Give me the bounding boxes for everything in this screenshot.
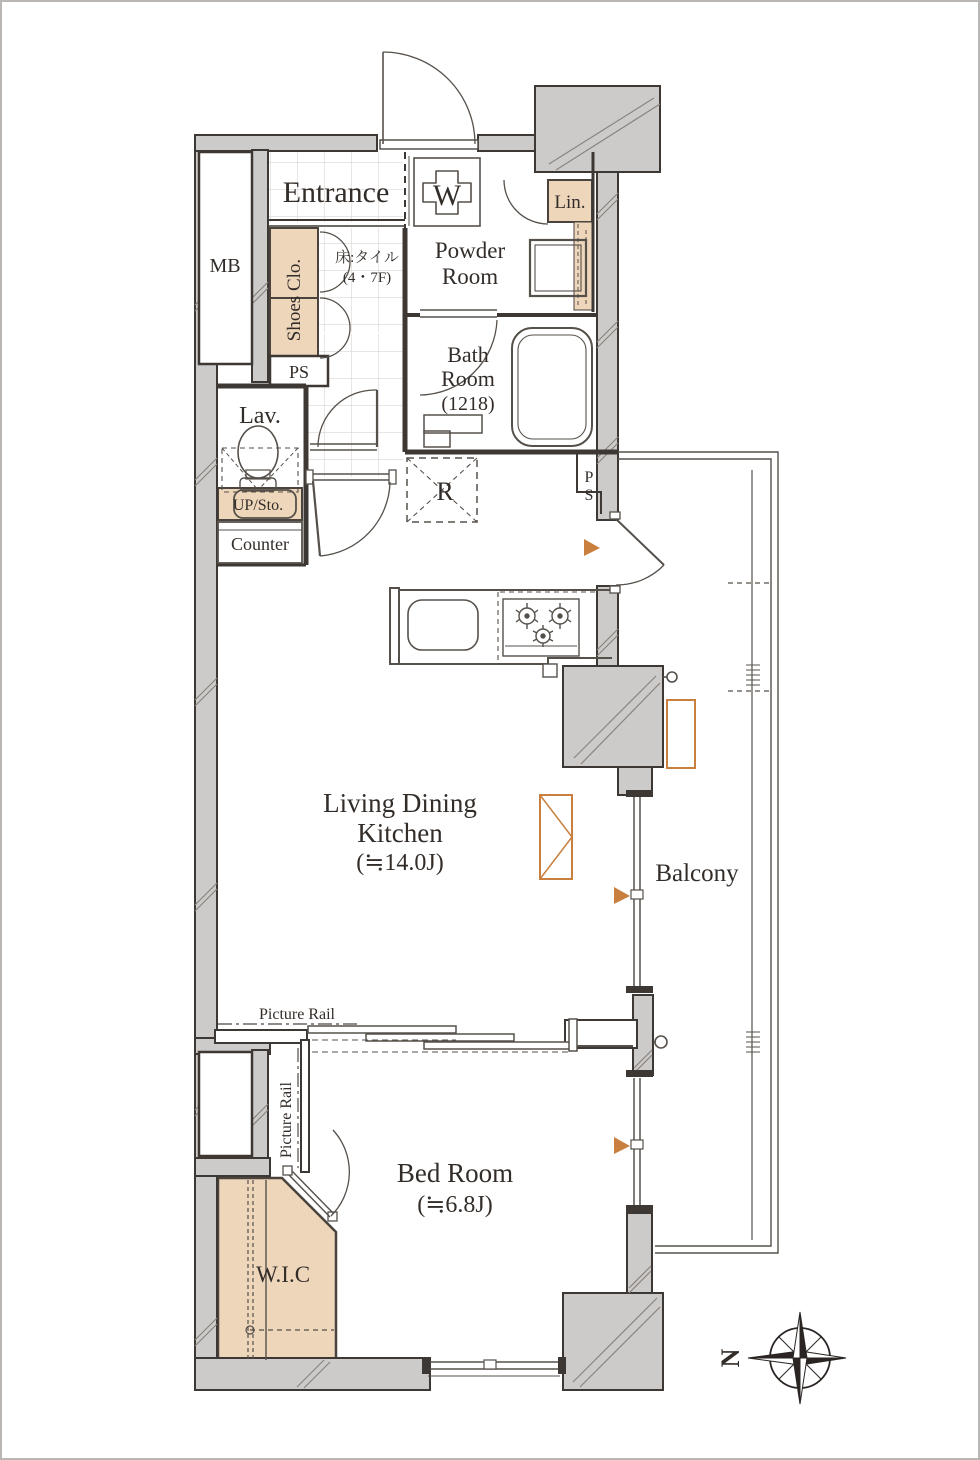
- label-entrance: Entrance: [282, 176, 390, 209]
- label-bath-3: (1218): [441, 393, 495, 415]
- page-border: [1, 1, 979, 1459]
- wall-mb-top-right: [252, 150, 268, 382]
- label-washer: W: [432, 179, 462, 212]
- label-balcony: Balcony: [655, 860, 739, 887]
- wall-top-right: [478, 135, 535, 151]
- label-bedroom-2: (≒6.8J): [417, 1192, 493, 1218]
- label-linen: Lin.: [554, 192, 586, 213]
- label-ldk-2: Kitchen: [357, 818, 443, 848]
- label-lavatory: Lav.: [239, 403, 281, 429]
- label-counter: Counter: [231, 534, 289, 554]
- wall-right-upper: [597, 172, 618, 520]
- label-bedroom-1: Bed Room: [396, 1158, 514, 1188]
- wall-band-ldk-left: [215, 1030, 307, 1043]
- label-compass-north: N: [715, 1348, 745, 1368]
- label-ps-kitchen-2: S: [584, 487, 594, 504]
- label-floor-note-2: (4・7F): [342, 270, 392, 286]
- label-ps-entry: PS: [288, 362, 310, 382]
- wall-bedroom-left: [301, 1040, 309, 1172]
- meter-box-bottom: [199, 1052, 252, 1156]
- label-floor-note-1: 床:タイル: [335, 250, 399, 266]
- label-ps-kitchen-1: P: [584, 469, 594, 486]
- label-mb-top: MB: [209, 255, 241, 277]
- pillar-kitchen: [563, 666, 663, 767]
- label-ldk-1: Living Dining: [323, 788, 477, 818]
- wall-bottom: [195, 1358, 430, 1390]
- label-refrigerator: R: [436, 477, 454, 506]
- wall-top-left: [195, 135, 377, 151]
- label-wic: W.I.C: [255, 1262, 311, 1287]
- label-powder-1: Powder: [434, 238, 506, 263]
- label-ldk-3: (≒14.0J): [356, 850, 444, 876]
- wall-bottom-right-stem: [627, 1213, 652, 1293]
- wall-mb-bottom-bottom: [195, 1158, 270, 1176]
- label-picture-rail-bedroom: Picture Rail: [278, 1082, 295, 1158]
- label-bath-1: Bath: [447, 342, 489, 367]
- label-shoes-closet: Shoes Clo.: [284, 258, 305, 342]
- label-powder-2: Room: [441, 264, 499, 289]
- label-picture-rail-ldk: Picture Rail: [259, 1006, 335, 1023]
- pillar-top-right: [535, 86, 660, 172]
- label-bath-2: Room: [441, 366, 495, 391]
- label-up-storage: UP/Sto.: [232, 497, 284, 514]
- wall-right-mid: [597, 586, 618, 666]
